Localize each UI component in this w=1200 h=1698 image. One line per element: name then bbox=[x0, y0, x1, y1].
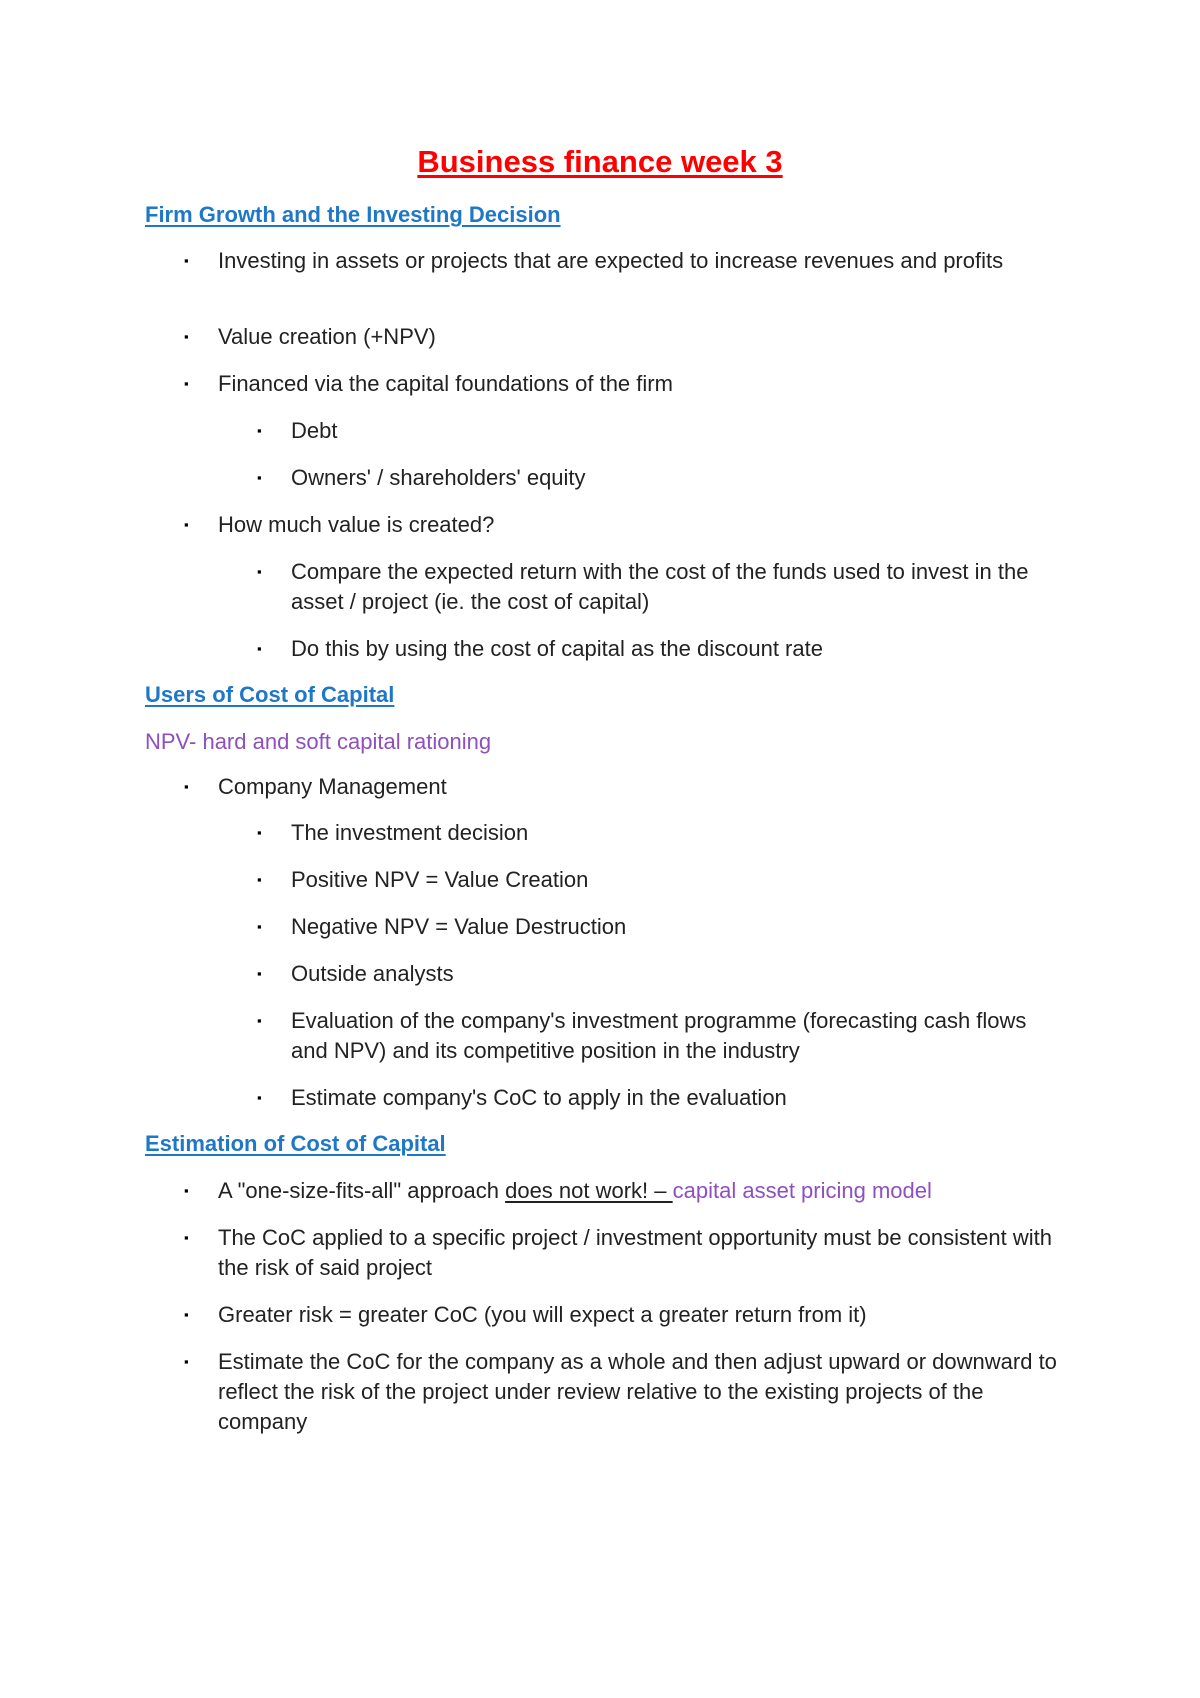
list-item-text: Greater risk = greater CoC (you will expect a greater return from it) bbox=[218, 1302, 867, 1327]
bullet-icon: ▪ bbox=[184, 1183, 189, 1198]
document-title: Business finance week 3 bbox=[417, 144, 783, 179]
list-item-text-underlined: does not work! – bbox=[505, 1178, 673, 1203]
section-heading-firm-growth: Firm Growth and the Investing Decision bbox=[145, 202, 561, 227]
list-item bbox=[257, 865, 1061, 895]
bullet-icon: ▪ bbox=[184, 253, 189, 268]
bullet-icon: ▪ bbox=[257, 966, 262, 981]
list-item bbox=[257, 1083, 1061, 1113]
bullet-icon: ▪ bbox=[184, 329, 189, 344]
list-item bbox=[184, 1300, 1058, 1330]
bullet-icon: ▪ bbox=[257, 825, 262, 840]
list-item-text: Do this by using the cost of capital as the discount rate bbox=[291, 636, 823, 661]
list-item-text: Outside analysts bbox=[291, 961, 454, 986]
list-item bbox=[257, 416, 1061, 446]
list-item-text: The CoC applied to a specific project / investment opportunity must be consistent with the risk of said project bbox=[218, 1225, 1052, 1280]
list-item-text: Value creation (+NPV) bbox=[218, 324, 436, 349]
bullet-icon: ▪ bbox=[257, 470, 262, 485]
bullet-icon: ▪ bbox=[184, 517, 189, 532]
list-item-text: Debt bbox=[291, 418, 338, 443]
section-heading-users-coc: Users of Cost of Capital bbox=[145, 682, 395, 707]
list-item-text: How much value is created? bbox=[218, 512, 495, 537]
list-item bbox=[184, 322, 1058, 352]
list-item bbox=[184, 246, 1058, 276]
bullet-icon: ▪ bbox=[184, 376, 189, 391]
bullet-icon: ▪ bbox=[184, 1354, 189, 1369]
list-item-text: Compare the expected return with the cost of the funds used to invest in the asset / project (ie. the cost of capital) bbox=[291, 559, 1029, 614]
list-item bbox=[257, 818, 1061, 848]
bullet-icon: ▪ bbox=[257, 872, 262, 887]
bullet-icon: ▪ bbox=[257, 423, 262, 438]
bullet-icon: ▪ bbox=[257, 1090, 262, 1105]
list-item bbox=[184, 772, 1058, 802]
section-note: NPV- hard and soft capital rationing bbox=[145, 729, 492, 754]
list-item bbox=[257, 557, 1061, 617]
list-item bbox=[257, 463, 1061, 493]
list-item bbox=[184, 1347, 1058, 1437]
list-item-text: Company Management bbox=[218, 774, 447, 799]
list-item bbox=[257, 912, 1061, 942]
list-item-text-purple: capital asset pricing model bbox=[672, 1178, 932, 1203]
list-item bbox=[184, 1176, 1058, 1206]
list-item bbox=[257, 959, 1061, 989]
list-item-text: Investing in assets or projects that are expected to increase revenues and profits bbox=[218, 248, 1004, 273]
list-item bbox=[257, 634, 1061, 664]
list-item bbox=[184, 1223, 1058, 1283]
bullet-icon: ▪ bbox=[184, 1307, 189, 1322]
list-item-text: Estimate company's CoC to apply in the evaluation bbox=[291, 1085, 787, 1110]
list-item-text: The investment decision bbox=[291, 820, 529, 845]
bullet-icon: ▪ bbox=[184, 779, 189, 794]
bullet-icon: ▪ bbox=[257, 1013, 262, 1028]
list-item-text: Estimate the CoC for the company as a whole and then adjust upward or downward to reflect the risk of the project under review relative to the existing projects of the company bbox=[218, 1349, 1057, 1434]
list-item bbox=[184, 510, 1058, 540]
bullet-icon: ▪ bbox=[257, 919, 262, 934]
section-heading-estimation-coc: Estimation of Cost of Capital bbox=[145, 1131, 446, 1156]
list-item-text: Positive NPV = Value Creation bbox=[291, 867, 589, 892]
list-item-text-prefix: A "one-size-fits-all" approach bbox=[218, 1178, 506, 1203]
list-item-text: Financed via the capital foundations of the firm bbox=[218, 371, 673, 396]
bullet-icon: ▪ bbox=[257, 564, 262, 579]
list-item bbox=[184, 369, 1058, 399]
list-item-text: Evaluation of the company's investment programme (forecasting cash flows and NPV) and its competitive position in the industry bbox=[291, 1008, 1027, 1063]
list-item bbox=[257, 1006, 1061, 1066]
list-item-text: Negative NPV = Value Destruction bbox=[291, 914, 627, 939]
bullet-icon: ▪ bbox=[184, 1230, 189, 1245]
list-item-text: Owners' / shareholders' equity bbox=[291, 465, 586, 490]
bullet-icon: ▪ bbox=[257, 641, 262, 656]
